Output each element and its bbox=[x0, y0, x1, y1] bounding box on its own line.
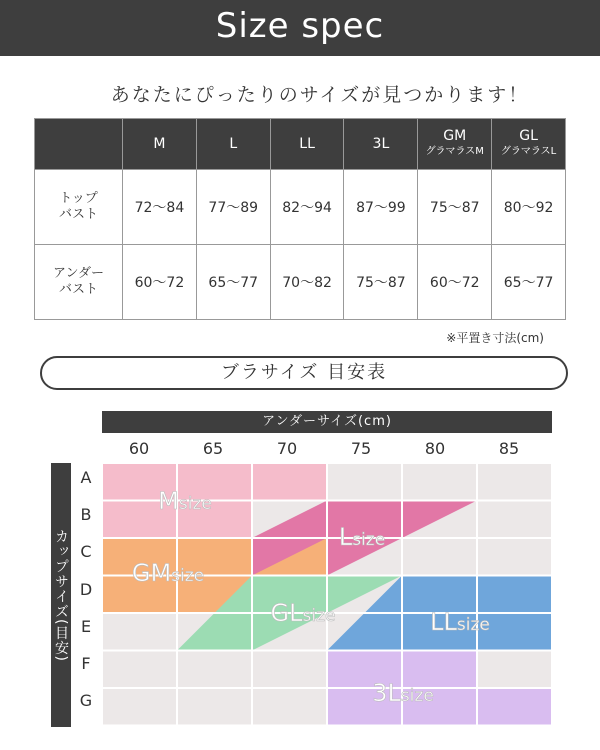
size-label-m: Msize bbox=[158, 487, 212, 515]
under-size-label: 80 bbox=[424, 439, 446, 458]
unit-note: ※平置き寸法(cm) bbox=[446, 331, 544, 345]
under-size-label: 70 bbox=[276, 439, 298, 458]
grid-cell bbox=[252, 688, 327, 726]
column-header: 3L bbox=[344, 119, 418, 170]
cup-label: B bbox=[80, 505, 92, 524]
grid-cell bbox=[402, 538, 477, 576]
grid-cell bbox=[102, 613, 177, 651]
subtitle: あなたにぴったりのサイズが見つかります！ bbox=[110, 84, 530, 106]
column-header: L bbox=[196, 119, 270, 170]
cup-label: E bbox=[80, 617, 92, 636]
grid-cell bbox=[477, 651, 552, 689]
table-cell: 82〜94 bbox=[270, 170, 344, 245]
header-title: Size spec bbox=[215, 6, 385, 46]
cup-label: C bbox=[80, 542, 92, 561]
table-cell: 65〜77 bbox=[492, 245, 566, 320]
table-cell: 87〜99 bbox=[344, 170, 418, 245]
under-size-label: 60 bbox=[128, 439, 150, 458]
grid-cell bbox=[252, 651, 327, 689]
column-header: GL グラマラスL bbox=[492, 119, 566, 170]
grid-cell bbox=[177, 651, 252, 689]
table-cell: 70〜82 bbox=[270, 245, 344, 320]
under-size-label: 65 bbox=[202, 439, 224, 458]
row-header: トップ バスト bbox=[35, 170, 123, 245]
grid-cell bbox=[477, 501, 552, 539]
table-cell: 75〜87 bbox=[344, 245, 418, 320]
size-label-3l: 3Lsize bbox=[372, 679, 434, 707]
cup-label: D bbox=[79, 580, 93, 599]
grid-cell bbox=[102, 651, 177, 689]
column-header: M bbox=[123, 119, 197, 170]
cup-label: F bbox=[81, 654, 91, 673]
table-cell: 77〜89 bbox=[196, 170, 270, 245]
size-label-l: Lsize bbox=[338, 523, 386, 551]
table-cell: 72〜84 bbox=[123, 170, 197, 245]
cup-label: A bbox=[80, 468, 92, 487]
column-header: LL bbox=[270, 119, 344, 170]
table-cell: 60〜72 bbox=[418, 245, 492, 320]
size-label-ll: LLsize bbox=[430, 608, 490, 636]
table-cell: 60〜72 bbox=[123, 245, 197, 320]
grid-cell bbox=[402, 463, 477, 501]
table-cell: 65〜77 bbox=[196, 245, 270, 320]
under-size-label: 75 bbox=[350, 439, 372, 458]
cup-size-header: カップサイズ(目安) bbox=[51, 463, 71, 727]
grid-cell bbox=[177, 688, 252, 726]
under-size-label: 85 bbox=[498, 439, 520, 458]
table-cell: 75〜87 bbox=[418, 170, 492, 245]
cup-label: G bbox=[79, 691, 93, 710]
row-header: アンダー バスト bbox=[35, 245, 123, 320]
bra-chart-title: ブラサイズ 目安表 bbox=[40, 356, 568, 390]
table-cell: 80〜92 bbox=[492, 170, 566, 245]
grid-cell bbox=[477, 463, 552, 501]
grid-cell bbox=[102, 688, 177, 726]
column-header: GM グラマラスM bbox=[418, 119, 492, 170]
grid-cell bbox=[477, 538, 552, 576]
under-size-header: アンダーサイズ(cm) bbox=[102, 411, 552, 433]
grid-cell bbox=[327, 463, 402, 501]
size-label-gm: GMsize bbox=[131, 559, 205, 587]
size-label-gl: GLsize bbox=[270, 599, 336, 627]
